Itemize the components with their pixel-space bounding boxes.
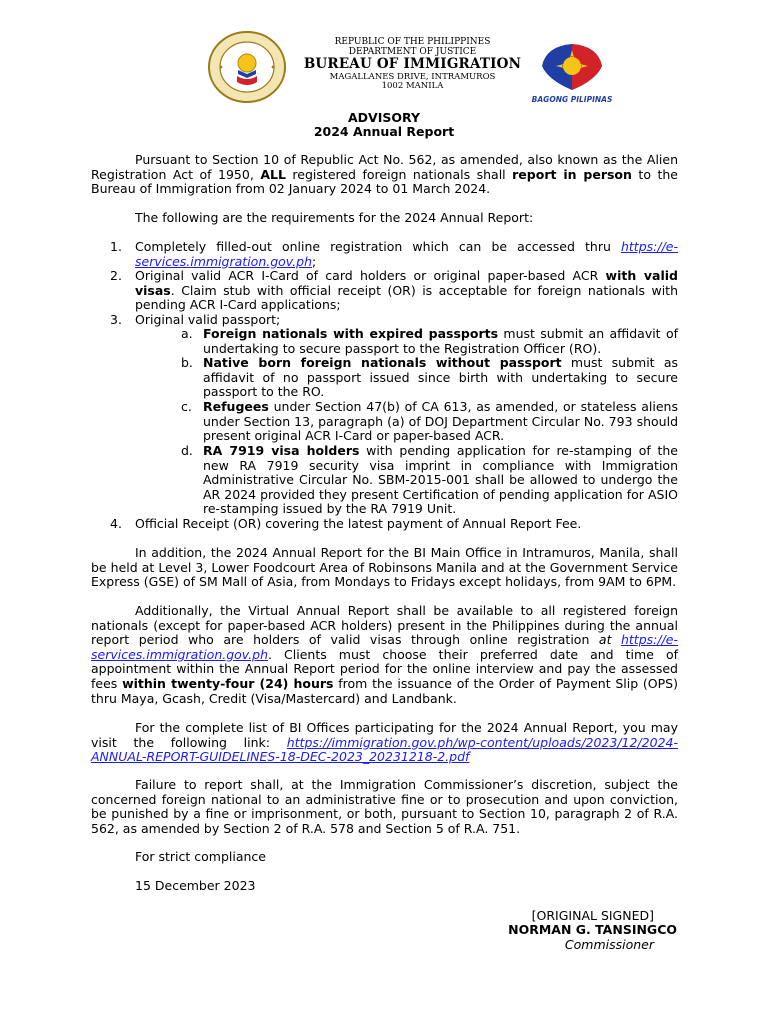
- failure-to-report-paragraph: Failure to report shall, at the Immigration Commissioner’s discretion, subject the concerned foreign national to an administrative fine or to prosecution and upon conviction, be punished by a fine or imprisonment, or both, pursuant to Section 10, paragraph 2 of R.A. 562, as amended by Section 2 of R.A. 578 and Section 5 of R.A. 751.: [91, 777, 678, 836]
- letterhead-republic: REPUBLIC OF THE PHILIPPINES: [334, 37, 491, 47]
- bureau-of-immigration-seal: [207, 30, 287, 104]
- main-office-paragraph: In addition, the 2024 Annual Report for the BI Main Office in Intramuros, Manila, shall be held at Level 3, Lower Foodcourt Area of Robinsons Manila and at the Government Service Express (GSE) of SM Mall of Asia, from Mondays to Fridays except holidays, from 9AM to 6PM.: [91, 545, 678, 590]
- signatory-name: NORMAN G. TANSINGCO: [508, 922, 677, 937]
- virtual-report-paragraph: Additionally, the Virtual Annual Report shall be available to all registered foreign nationals (except for paper-based ACR holders) present in the Philippines during the annual report period who are holders of valid visas through online registration at https://e-services.immigration.gov.ph. Clients must choose their preferred date and time of appointment within the Annual Report period for the online interview and pay the assessed fees within twenty-four (24) hours from the issuance of the Order of Payment Slip (OPS) thru Maya, Gcash, Credit (Visa/Mastercard) and Landbank.: [91, 603, 678, 706]
- requirements-intro: The following are the requirements for the 2024 Annual Report:: [135, 210, 534, 225]
- bi-offices-paragraph: For the complete list of BI Offices participating for the 2024 Annual Report, you may visit the following link: https://immigration.gov.ph/wp-content/uploads/2023/12/2024-ANNUAL-REPORT-GUIDELINES-18-DEC-2023_20231218-2.pdf: [91, 720, 678, 765]
- advisory-subtitle: 2024 Annual Report: [313, 124, 455, 139]
- advisory-document: REPUBLIC OF THE PHILIPPINES DEPARTMENT OF JUSTICE BUREAU OF IMMIGRATION MAGALLANES DRIVE, INTRAMUROS 1002 MANILA BAGONG PILIPINAS ADVISORY 2024 Annual Report Pursuant to Section 10 of Republic Act No. 562, as amended, also known as the Alien Registration Act of 1950, ALL registered foreign nationals shall report in person to the Bureau of Immigration from 02 January 2024 to 01 March 2024. The following are the requirements for the 2024 Annual Report: 1. Completely filled-out online registration which can be accessed thru https://e-services.immigration.gov.ph; 2. Original valid ACR I-Card of card holders or original paper-based ACR with valid visas. Claim stub with official receipt (OR) is acceptable for foreign nationals with pending ACR I-Card applications; 3. Original valid passport; a. Foreign nationals with expired passports must submit an affidavit of undertaking to secure passport to the Registration Officer (RO). b. Native born foreign nationals without passport must submit as affidavit of no passport issued since birth with undertaking to secure passport to the RO. c. Refugees under Section 47(b) of CA 613, as amended, or stateless aliens under Section 13, paragraph (a) of DOJ Department Circular No. 793 should present original ACR I-Card or paper-based ACR. d. RA 7919 visa holders with pending application for re-stamping of the new RA 7919 security visa imprint in compliance with Immigration Administrative Circular No. SBM-2015-001 shall be allowed to undergo the AR 2024 provided they present Certification of pending application for ASIO re-stamping issued by the RA 7919 Unit. 4. Official Receipt (OR) covering the latest payment of Annual Report Fee. In addition, the 2024 Annual Report for the BI Main Office in Intramuros, Manila, shall be held at Level 3, Lower Foodcourt Area of Robinsons Manila and at the Government Service Express (GSE) of SM Mall of Asia, from Mondays to Fridays except holidays, from 9AM to 6PM. Additionally, the Virtual Annual Report shall be available to all registered foreign nationals (except for paper-based ACR holders) present in the Philippines during the annual report period who are holders of valid visas through online registration at https://e-services.immigration.gov.ph. Clients must choose their preferred date and time of appointment within the Annual Report period for the online interview and pay the assessed fees within twenty-four (24) hours from the issuance of the Order of Payment Slip (OPS) thru Maya, Gcash, Credit (Visa/Mastercard) and Landbank. For the complete list of BI Offices participating for the 2024 Annual Report, you may visit the following link: https://immigration.gov.ph/wp-content/uploads/2023/12/2024-ANNUAL-REPORT-GUIDELINES-18-DEC-2023_20231218-2.pdf Failure to report shall, at the Immigration Commissioner’s discretion, subject the concerned foreign national to an administrative fine or to prosecution and upon conviction, be punished by a fine or imprisonment, or both, pursuant to Section 10, paragraph 2 of R.A. 562, as amended by Section 2 of R.A. 578 and Section 5 of R.A. 751. For strict compliance 15 December 2023 [ORIGINAL SIGNED] NORMAN G. TANSINGCO Commissioner: [0, 0, 768, 1024]
- advisory-date: 15 December 2023: [135, 878, 256, 893]
- signatory-position: Commissioner: [564, 937, 654, 952]
- guidelines-pdf-link[interactable]: https://immigration.gov.ph/wp-content/uploads/2023/12/2024-ANNUAL-REPORT-GUIDELINES-18-DEC-2023_20231218-2.pdf: [91, 734, 678, 765]
- letterhead-address-city: 1002 MANILA: [381, 81, 444, 91]
- letterhead-department: DEPARTMENT OF JUSTICE: [348, 47, 477, 57]
- bagong-pilipinas-logo: [531, 36, 613, 106]
- letterhead-address-street: MAGALLANES DRIVE, INTRAMUROS: [329, 72, 496, 82]
- advisory-title: ADVISORY: [348, 110, 420, 125]
- closing-line: For strict compliance: [135, 849, 266, 864]
- letterhead-agency: BUREAU OF IMMIGRATION: [303, 56, 522, 72]
- bagong-pilipinas-text: BAGONG PILIPINAS: [531, 95, 613, 104]
- intro-paragraph: Pursuant to Section 10 of Republic Act No. 562, as amended, also known as the Alien Registration Act of 1950, ALL registered foreign nationals shall report in person to the Bureau of Immigration from 02 January 2024 to 01 March 2024.: [91, 152, 678, 197]
- signature-status: [ORIGINAL SIGNED]: [531, 908, 654, 923]
- e-services-link[interactable]: https://e-services.immigration.gov.ph: [135, 239, 678, 269]
- virtual-e-services-link[interactable]: https://e-services.immigration.gov.ph: [91, 632, 678, 662]
